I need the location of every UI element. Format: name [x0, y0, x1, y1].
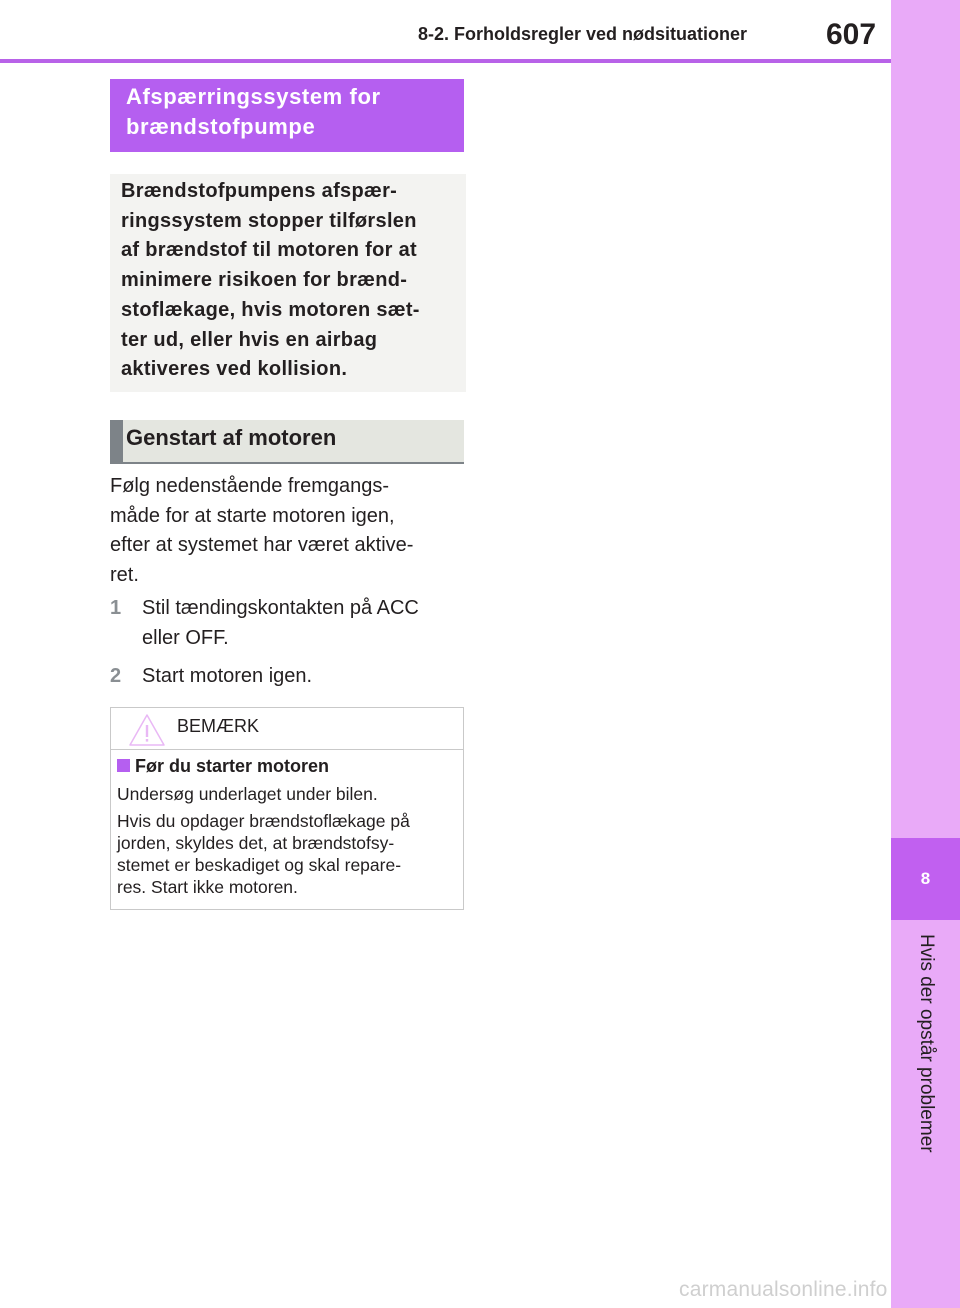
heading-line: Afspærringssystem for — [126, 84, 381, 109]
notice-label: BEMÆRK — [177, 716, 260, 736]
notice-line: jorden, skyldes det, at brændstofsy- — [117, 833, 395, 853]
step-text: Start motoren igen. — [142, 665, 313, 687]
chapter-title: Hvis der opstår problemer — [916, 934, 937, 1153]
step-text: Stil tændingskontakten på ACC — [142, 597, 419, 619]
bullet-square-icon — [117, 759, 130, 772]
chapter-sidebar — [891, 0, 960, 1308]
intro-line: ret. — [110, 564, 139, 587]
summary-line: Brændstofpumpens afspær- — [121, 180, 398, 202]
chapter-tab[interactable]: 8 — [891, 838, 960, 920]
section-header: 8-2. Forholdsregler ved nødsituationer — [418, 24, 748, 44]
step-number: 1 — [110, 597, 122, 619]
intro-paragraph — [110, 472, 470, 591]
notice-title — [117, 754, 457, 778]
notice-line: res. Start ikke motoren. — [117, 877, 298, 897]
summary-line: af brændstof til motoren for at — [121, 239, 417, 262]
notice-header — [111, 708, 463, 750]
warning-triangle-icon — [128, 713, 166, 747]
section-heading-restart: Genstart af motoren — [110, 420, 464, 464]
summary-line: stoflækage, hvis motoren sæt- — [121, 298, 420, 321]
heading-line: brændstofpumpe — [126, 114, 316, 139]
notice-paragraph: Undersøg underlaget under bilen. — [117, 784, 378, 804]
header-divider — [0, 59, 891, 63]
notice-line: Hvis du opdager brændstoflækage på — [117, 811, 410, 831]
notice-line: stemet er beskadiget og skal repare- — [117, 855, 402, 875]
step-text: eller OFF. — [142, 626, 229, 649]
notice-box — [110, 707, 464, 910]
notice-paragraph — [117, 810, 457, 898]
summary-box — [110, 174, 466, 392]
summary-line: ringssystem stopper tilførslen — [121, 209, 417, 232]
section-heading-fuel-pump — [110, 79, 464, 152]
summary-line: ter ud, eller hvis en airbag — [121, 328, 378, 351]
notice-title-text: Før du starter motoren — [135, 756, 330, 776]
watermark: carmanualsonline.info — [679, 1278, 888, 1301]
page-number: 607 — [826, 18, 877, 51]
intro-line: måde for at starte motoren igen, — [110, 504, 395, 527]
summary-line: aktiveres ved kollision. — [121, 358, 348, 381]
intro-line: Følg nedenstående fremgangs- — [110, 475, 390, 497]
intro-line: efter at systemet har været aktive- — [110, 534, 414, 557]
step-number: 2 — [110, 665, 122, 687]
summary-line: minimere risikoen for brænd- — [121, 269, 408, 292]
